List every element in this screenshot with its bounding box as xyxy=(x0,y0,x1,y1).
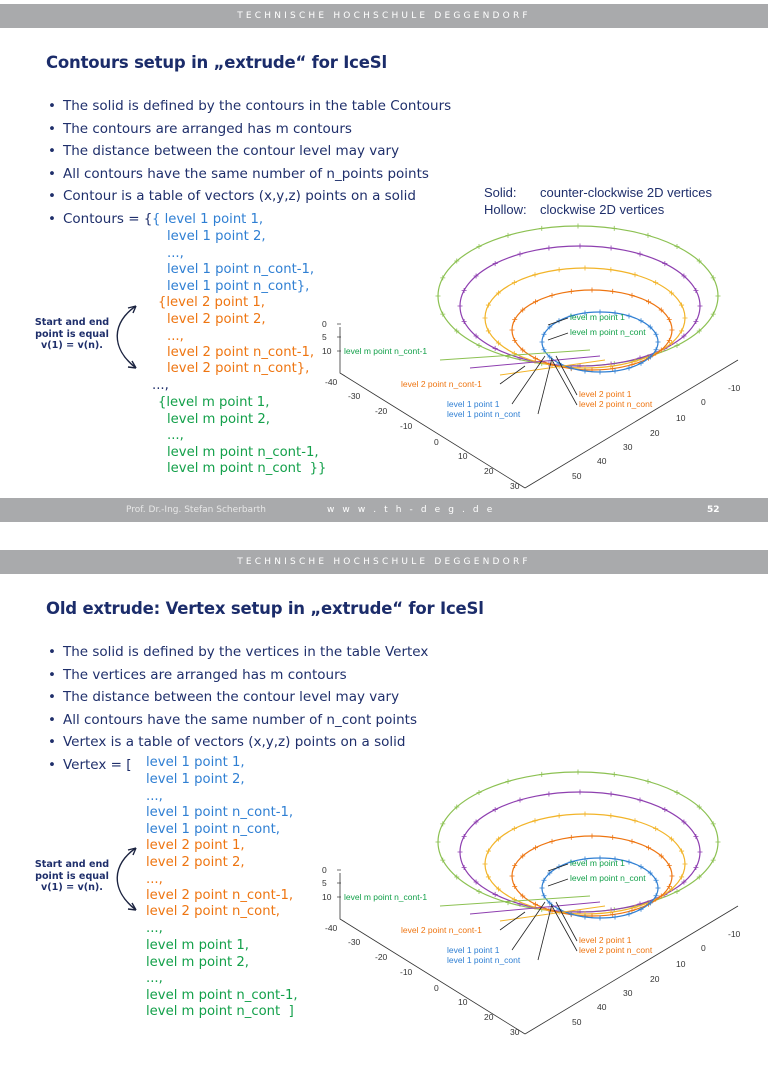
contour-point xyxy=(541,332,546,337)
footer-author: Prof. Dr.-Ing. Stefan Scherbarth xyxy=(126,505,267,515)
contour-point xyxy=(440,821,445,826)
contour-point xyxy=(638,252,643,257)
label-level-m-point-ncont: level m point n_cont xyxy=(570,327,646,337)
y-tick-label: 10 xyxy=(676,959,686,969)
note-line: Start and end xyxy=(34,859,110,870)
contour-point xyxy=(667,884,672,889)
code-line: ..., xyxy=(146,872,163,887)
code-line: level m point n_cont ] xyxy=(146,1004,294,1019)
axis-line xyxy=(525,906,738,1034)
contour-point xyxy=(683,862,688,867)
z-tick-label: 0 xyxy=(322,319,327,329)
contour-point xyxy=(646,845,651,850)
code-line: ..., xyxy=(146,789,163,804)
contour-point xyxy=(533,902,538,907)
code-line: level 1 point 2, xyxy=(146,772,245,787)
contour-point xyxy=(610,289,615,294)
contour-point xyxy=(557,267,562,272)
contour-point xyxy=(630,839,635,844)
bullet-item: • The contours are arranged has m contours xyxy=(48,118,451,141)
label-level-m-point-ncont-1: level m point n_cont-1 xyxy=(344,346,428,356)
contour-point xyxy=(518,252,523,257)
label-level-2-point-1: level 2 point 1 xyxy=(579,389,632,399)
contour-point xyxy=(506,233,511,238)
contour-point xyxy=(670,328,675,333)
x-tick-label: 0 xyxy=(434,983,439,993)
contour-point xyxy=(512,884,517,889)
slide-title: Old extrude: Vertex setup in „extrude“ for IceSl xyxy=(46,599,484,618)
start-end-note xyxy=(28,317,116,352)
code-line: { level 1 point 1, xyxy=(152,212,264,227)
contour-point xyxy=(486,303,491,308)
label-level-1-point-1: level 1 point 1 xyxy=(447,399,500,409)
code-line: level 2 point n_cont, xyxy=(146,904,280,919)
contour-point xyxy=(667,317,672,322)
leader-line xyxy=(548,864,568,886)
contour-point xyxy=(440,275,445,280)
contour-point xyxy=(477,343,482,348)
contour-point xyxy=(512,863,517,868)
contour-point xyxy=(493,261,498,266)
contour-point xyxy=(518,798,523,803)
label-level-m-point-1: level m point 1 xyxy=(570,858,625,868)
contour-point xyxy=(493,807,498,812)
x-tick-label: -10 xyxy=(400,967,413,977)
contour-point xyxy=(440,312,445,317)
contour-point xyxy=(533,272,538,277)
contour-point xyxy=(540,886,545,891)
x-tick-label: 30 xyxy=(510,1027,520,1037)
contour-point xyxy=(590,834,595,839)
y-tick-label: 40 xyxy=(597,456,607,466)
contour-point xyxy=(662,261,667,266)
x-tick-label: -30 xyxy=(348,937,361,947)
contour-point xyxy=(440,858,445,863)
x-tick-label: -40 xyxy=(325,923,338,933)
contour-point xyxy=(654,332,659,337)
axis-line xyxy=(525,360,738,488)
contour-point xyxy=(627,314,632,319)
contour-point xyxy=(670,874,675,879)
y-tick-label: 20 xyxy=(650,974,660,984)
contour-point xyxy=(674,244,679,249)
bullet-item: • Contour is a table of vectors (x,y,z) points on a solid xyxy=(48,185,451,208)
contour-point xyxy=(533,299,538,304)
slide-52 xyxy=(0,0,768,544)
code-line: level 2 point n_cont-1, xyxy=(167,345,315,360)
leader-line xyxy=(552,902,577,951)
code-line: level 1 point n_cont-1, xyxy=(146,805,294,820)
label-level-1-point-ncont: level 1 point n_cont xyxy=(447,409,521,419)
x-tick-label: 30 xyxy=(510,481,520,491)
slide-title: Contours setup in „extrude“ for IceSl xyxy=(46,53,387,72)
contour-point xyxy=(711,821,716,826)
contour-point xyxy=(483,862,488,867)
contour-point xyxy=(667,863,672,868)
contour-point xyxy=(512,317,517,322)
x-tick-label: 20 xyxy=(484,466,494,476)
contour-point xyxy=(550,839,555,844)
code-line: level 1 point 1, xyxy=(146,755,245,770)
label-level-m-point-1: level m point 1 xyxy=(570,312,625,322)
contour-point xyxy=(436,294,441,299)
contour-point xyxy=(462,319,467,324)
code-line: level m point 2, xyxy=(167,412,270,427)
contour-point xyxy=(654,878,659,883)
code-line: level m point 1, xyxy=(146,938,249,953)
contour-point xyxy=(512,338,517,343)
contour-point xyxy=(656,340,661,345)
bullet-item: • The vertices are arranged has m contours xyxy=(48,664,428,687)
contour-point xyxy=(639,864,644,869)
leader-line xyxy=(548,318,568,340)
y-tick-label: 0 xyxy=(701,943,706,953)
page-number: 52 xyxy=(707,505,720,515)
contour-point xyxy=(546,792,551,797)
start-end-note xyxy=(28,859,116,894)
z-tick-label: 10 xyxy=(322,892,332,902)
contour-point xyxy=(609,792,614,797)
contour-point xyxy=(583,266,588,271)
contour-point xyxy=(510,874,515,879)
x-tick-label: 20 xyxy=(484,1012,494,1022)
contour-point xyxy=(609,246,614,251)
contour-point xyxy=(512,280,517,285)
contour-point xyxy=(462,865,467,870)
contour-point xyxy=(693,834,698,839)
x-tick-label: 10 xyxy=(458,451,468,461)
label-level-m-point-ncont-1: level m point n_cont-1 xyxy=(344,892,428,902)
contour-point xyxy=(656,886,661,891)
bullet-item: • The distance between the contour level may vary xyxy=(48,140,451,163)
contour-point xyxy=(716,294,721,299)
contour-point xyxy=(510,328,515,333)
label-level-2-point-ncont-1: level 2 point n_cont-1 xyxy=(401,379,482,389)
label-level-m-point-ncont: level m point n_cont xyxy=(570,873,646,883)
contour-point xyxy=(576,770,581,775)
contour-point xyxy=(646,299,651,304)
code-line: level 1 point n_cont}, xyxy=(167,279,310,294)
footer-url: w w w . t h - d e g . d e xyxy=(327,505,495,515)
note-line: v(1) = v(n). xyxy=(41,340,103,351)
leader-line xyxy=(500,912,525,930)
contour-point xyxy=(693,319,698,324)
code-line: ..., xyxy=(146,971,163,986)
y-tick-label: 50 xyxy=(572,471,582,481)
contour-point xyxy=(716,840,721,845)
contour-point xyxy=(550,293,555,298)
contour-3d-plot xyxy=(318,220,741,492)
code-line: level 2 point n_cont-1, xyxy=(146,888,294,903)
contour-point xyxy=(477,244,482,249)
contour-point xyxy=(512,826,517,831)
contour-point xyxy=(638,798,643,803)
contour-point xyxy=(711,275,716,280)
bullet-item: • All contours have the same number of n_cont points xyxy=(48,709,428,732)
slide-53 xyxy=(0,546,768,1090)
bullet-item: • Vertex = [ xyxy=(48,754,428,777)
contour-point xyxy=(608,813,613,818)
label-level-1-point-ncont: level 1 point n_cont xyxy=(447,955,521,965)
x-tick-label: -10 xyxy=(400,421,413,431)
x-tick-label: -20 xyxy=(375,952,388,962)
contour-point xyxy=(590,288,595,293)
contour-3d-plot xyxy=(318,766,741,1037)
contour-point xyxy=(679,849,684,854)
z-tick-label: 10 xyxy=(322,346,332,356)
legend-hollow-value: clockwise 2D vertices xyxy=(540,202,665,217)
contour-point xyxy=(693,288,698,293)
z-tick-label: 5 xyxy=(322,332,327,342)
contour-ring xyxy=(438,772,718,912)
contour-point xyxy=(493,346,498,351)
curved-arrow-icon xyxy=(108,842,148,917)
y-tick-label: 30 xyxy=(623,442,633,452)
x-tick-label: -20 xyxy=(375,406,388,416)
x-tick-label: 10 xyxy=(458,997,468,1007)
contour-point xyxy=(578,244,583,249)
contour-point xyxy=(662,807,667,812)
contour-point xyxy=(653,826,658,831)
contour-point xyxy=(639,318,644,323)
contour-point xyxy=(506,779,511,784)
contour-point xyxy=(711,312,716,317)
orientation-legend xyxy=(484,184,712,218)
code-line: ..., xyxy=(167,246,184,261)
contour-point xyxy=(674,343,679,348)
code-line: level 2 point 2, xyxy=(146,855,245,870)
contour-point xyxy=(698,304,703,309)
contour-point xyxy=(633,818,638,823)
code-line: level m point n_cont-1, xyxy=(146,988,298,1003)
contour-point xyxy=(653,280,658,285)
contour-point xyxy=(533,356,538,361)
contour-point xyxy=(486,849,491,854)
code-line: {level m point 1, xyxy=(158,395,270,410)
contour-point xyxy=(541,347,546,352)
bullet-list xyxy=(48,95,451,231)
label-level-1-point-1: level 1 point 1 xyxy=(447,945,500,955)
contour-point xyxy=(539,772,544,777)
code-line: level m point n_cont-1, xyxy=(167,445,319,460)
note-line: point is equal xyxy=(35,328,109,340)
contour-point xyxy=(436,840,441,845)
code-line: level 2 point n_cont}, xyxy=(167,361,310,376)
contour-point xyxy=(711,858,716,863)
z-tick-label: 5 xyxy=(322,878,327,888)
contour-point xyxy=(493,892,498,897)
contour-point xyxy=(486,328,491,333)
code-line: ..., xyxy=(146,921,163,936)
contour-point xyxy=(458,850,463,855)
contour-point xyxy=(693,865,698,870)
code-line: ..., xyxy=(167,428,184,443)
header-bar: TECHNISCHE HOCHSCHULE DEGGENDORF xyxy=(0,550,768,574)
y-tick-label: -10 xyxy=(728,929,741,939)
z-tick-label: 0 xyxy=(322,865,327,875)
code-line: level 2 point 1, xyxy=(146,838,245,853)
bullet-item: • All contours have the same number of n_points points xyxy=(48,163,451,186)
code-line: level m point 2, xyxy=(146,955,249,970)
bullet-item: • The distance between the contour level may vary xyxy=(48,686,428,709)
x-tick-label: 0 xyxy=(434,437,439,447)
contour-point xyxy=(633,272,638,277)
label-level-2-point-ncont-1: level 2 point n_cont-1 xyxy=(401,925,482,935)
contour-point xyxy=(667,338,672,343)
contour-point xyxy=(462,288,467,293)
bullet-item: • The solid is defined by the contours in the table Contours xyxy=(48,95,451,118)
code-line: level 1 point 2, xyxy=(167,229,266,244)
note-line: point is equal xyxy=(35,870,109,882)
contour-point xyxy=(679,874,684,879)
y-tick-label: 40 xyxy=(597,1002,607,1012)
contour-point xyxy=(674,889,679,894)
y-tick-label: 20 xyxy=(650,428,660,438)
contour-point xyxy=(630,293,635,298)
contour-point xyxy=(612,226,617,231)
contour-point xyxy=(627,860,632,865)
y-tick-label: 10 xyxy=(676,413,686,423)
code-line: ..., xyxy=(167,329,184,344)
contour-point xyxy=(674,790,679,795)
leader-line xyxy=(500,366,525,384)
contour-point xyxy=(569,289,574,294)
contour-point xyxy=(578,790,583,795)
contour-ring xyxy=(438,226,718,366)
contour-point xyxy=(541,893,546,898)
contour-point xyxy=(569,835,574,840)
curved-arrow-icon xyxy=(108,300,148,375)
contour-point xyxy=(610,835,615,840)
note-line: Start and end xyxy=(34,317,110,328)
code-line: level 1 point n_cont-1, xyxy=(167,262,315,277)
contour-point xyxy=(679,303,684,308)
x-tick-label: -40 xyxy=(325,377,338,387)
contour-point xyxy=(557,813,562,818)
bullet-item: • The solid is defined by the vertices in the table Vertex xyxy=(48,641,428,664)
header-bar: TECHNISCHE HOCHSCHULE DEGGENDORF xyxy=(0,4,768,28)
y-tick-label: -10 xyxy=(728,383,741,393)
contour-point xyxy=(612,772,617,777)
y-tick-label: 0 xyxy=(701,397,706,407)
contour-point xyxy=(608,267,613,272)
code-line: level 2 point 2, xyxy=(167,312,266,327)
contour-point xyxy=(646,779,651,784)
legend-solid-value: counter-clockwise 2D vertices xyxy=(540,185,712,200)
contour-point xyxy=(477,889,482,894)
x-tick-label: -30 xyxy=(348,391,361,401)
label-level-2-point-ncont: level 2 point n_cont xyxy=(579,399,653,409)
contour-point xyxy=(683,316,688,321)
legend-solid-key: Solid: xyxy=(484,185,517,200)
contour-point xyxy=(539,226,544,231)
footer-bar xyxy=(0,498,768,522)
code-line: level 1 point n_cont, xyxy=(146,822,280,837)
label-level-2-point-1: level 2 point 1 xyxy=(579,935,632,945)
contour-point xyxy=(477,790,482,795)
legend-hollow-key: Hollow: xyxy=(484,202,527,217)
contour-point xyxy=(546,246,551,251)
contour-point xyxy=(462,834,467,839)
note-line: v(1) = v(n). xyxy=(41,882,103,893)
contour-point xyxy=(458,304,463,309)
contour-point xyxy=(483,316,488,321)
bullet-item: • Vertex is a table of vectors (x,y,z) points on a solid xyxy=(48,731,428,754)
code-line: ..., xyxy=(152,378,169,393)
contour-point xyxy=(646,233,651,238)
contour-point xyxy=(486,874,491,879)
bullet-item: • Contours = { xyxy=(48,208,451,231)
code-line: level m point n_cont }} xyxy=(167,461,327,476)
contour-point xyxy=(583,812,588,817)
contour-point xyxy=(576,224,581,229)
label-level-2-point-ncont: level 2 point n_cont xyxy=(579,945,653,955)
contour-point xyxy=(541,878,546,883)
contour-point xyxy=(533,818,538,823)
contour-point xyxy=(533,845,538,850)
contour-point xyxy=(698,850,703,855)
y-tick-label: 50 xyxy=(572,1017,582,1027)
contour-point xyxy=(540,340,545,345)
y-tick-label: 30 xyxy=(623,988,633,998)
code-line: {level 2 point 1, xyxy=(158,295,265,310)
leader-line xyxy=(552,356,577,405)
contour-point xyxy=(679,328,684,333)
